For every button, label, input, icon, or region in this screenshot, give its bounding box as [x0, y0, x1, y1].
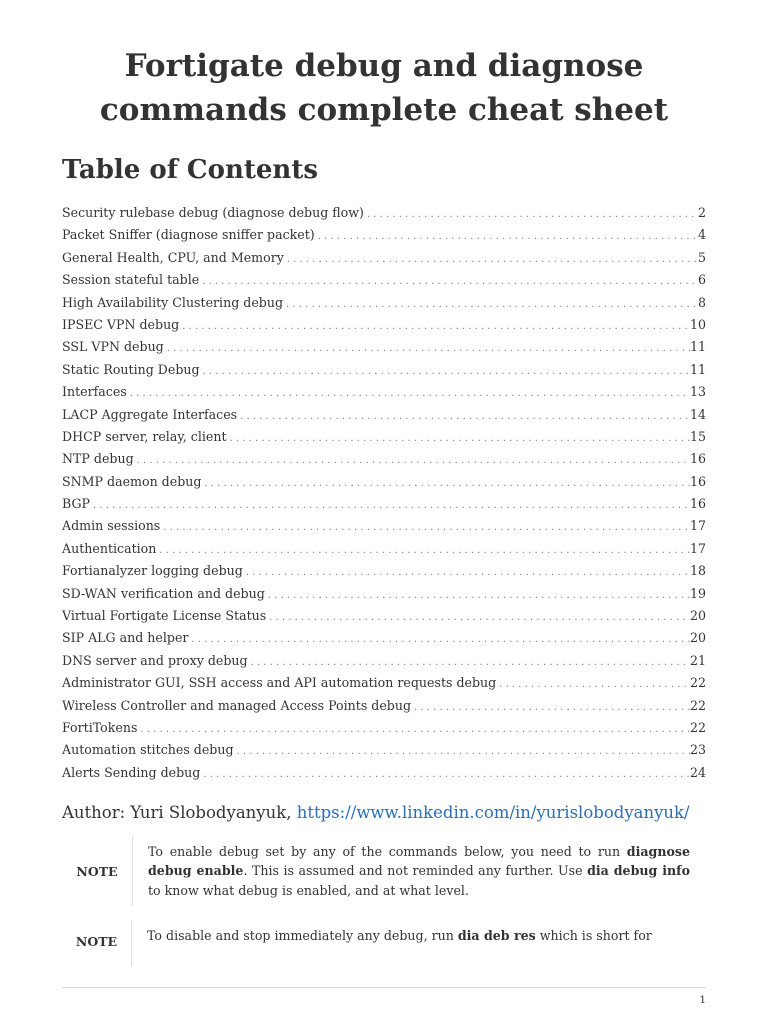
- toc-entry[interactable]: [62, 336, 706, 358]
- toc-leader-dots: [227, 428, 690, 448]
- toc-entry-page: 19: [689, 585, 706, 601]
- note-label: NOTE: [62, 920, 132, 966]
- toc-leader-dots: [283, 294, 698, 314]
- toc-leader-dots: [156, 540, 690, 560]
- note-text: [133, 836, 706, 906]
- toc-entry-page: 22: [689, 719, 706, 735]
- toc-leader-dots: [200, 764, 690, 784]
- toc-entry[interactable]: [62, 471, 706, 493]
- toc-entry-label: SNMP daemon debug: [62, 473, 202, 489]
- toc-entry-page: 11: [689, 339, 706, 355]
- toc-entry-page: 10: [689, 316, 706, 332]
- toc-leader-dots: [266, 607, 690, 627]
- toc-entry-label: FortiTokens: [62, 719, 138, 735]
- document-page: [62, 0, 706, 1024]
- toc-entry-page: 4: [697, 227, 706, 243]
- toc-entry-label: IPSEC VPN debug: [62, 316, 180, 332]
- toc-entry-page: 16: [689, 496, 706, 512]
- toc-entry-label: Administrator GUI, SSH access and API automation requests debug: [62, 675, 497, 691]
- toc-entry-page: 17: [689, 540, 706, 556]
- document-title-line-1: Fortigate debug and diagnose: [124, 48, 644, 84]
- toc-entry[interactable]: [62, 493, 706, 515]
- toc-entry[interactable]: [62, 292, 706, 314]
- note-label: NOTE: [62, 836, 133, 906]
- toc-entry-page: 6: [697, 272, 706, 288]
- author-prefix: Author: Yuri Slobodyanyuk,: [62, 803, 297, 822]
- author-linkedin-link[interactable]: https://www.linkedin.com/in/yurislobodyanyuk/: [296, 803, 690, 822]
- note-text-part: which is short for: [535, 928, 652, 943]
- toc-entry-label: SIP ALG and helper: [62, 630, 189, 646]
- toc-entry-page: 16: [689, 473, 706, 489]
- toc-entry-page: 20: [689, 608, 706, 624]
- toc-leader-dots: [315, 226, 698, 246]
- document-title: [62, 44, 706, 132]
- toc-entry-page: 22: [689, 675, 706, 691]
- document-title-line-2: commands complete cheat sheet: [99, 92, 669, 128]
- toc-leader-dots: [127, 383, 690, 403]
- toc-entry[interactable]: [62, 224, 706, 246]
- note-text-part: To disable and stop immediately any debug, run: [147, 928, 458, 943]
- toc-entry-page: 20: [689, 630, 706, 646]
- toc-entry[interactable]: [62, 650, 706, 672]
- toc-leader-dots: [237, 406, 690, 426]
- note-text-part: . This is assumed and not reminded any further. Use: [243, 863, 588, 879]
- toc-entry-label: DNS server and proxy debug: [62, 652, 248, 668]
- toc-entry-page: 17: [689, 518, 706, 534]
- toc-leader-dots: [284, 249, 698, 269]
- toc-entry-label: Interfaces: [62, 384, 127, 400]
- table-of-contents: [62, 202, 706, 784]
- toc-leader-dots: [188, 629, 690, 649]
- toc-entry[interactable]: [62, 672, 706, 694]
- toc-entry-label: SSL VPN debug: [62, 339, 164, 355]
- toc-entry-page: 13: [689, 384, 706, 400]
- toc-entry-label: DHCP server, relay, client: [62, 428, 227, 444]
- note-box: [62, 836, 706, 906]
- toc-entry-page: 23: [689, 742, 706, 758]
- toc-entry-label: Virtual Fortigate License Status: [62, 608, 267, 624]
- toc-leader-dots: [137, 719, 690, 739]
- toc-entry[interactable]: [62, 627, 706, 649]
- toc-leader-dots: [496, 674, 690, 694]
- toc-leader-dots: [364, 204, 698, 224]
- toc-entry-page: 21: [689, 652, 706, 668]
- toc-entry-label: Alerts Sending debug: [62, 764, 201, 780]
- note-box: [62, 920, 706, 966]
- toc-entry-label: LACP Aggregate Interfaces: [62, 406, 238, 422]
- toc-entry[interactable]: [62, 269, 706, 291]
- toc-entry[interactable]: [62, 359, 706, 381]
- note-command: dia debug info: [587, 863, 691, 879]
- toc-leader-dots: [411, 697, 690, 717]
- toc-heading: Table of Contents: [62, 155, 318, 185]
- toc-entry-label: NTP debug: [62, 451, 134, 467]
- toc-entry-page: 14: [689, 406, 706, 422]
- toc-entry-page: 8: [697, 294, 706, 310]
- toc-entry-label: BGP: [62, 496, 91, 512]
- author-line: [62, 800, 690, 826]
- toc-entry[interactable]: [62, 560, 706, 582]
- toc-leader-dots: [248, 652, 690, 672]
- toc-entry-label: SD-WAN verification and debug: [62, 585, 265, 601]
- toc-entry[interactable]: [62, 247, 706, 269]
- toc-entry[interactable]: [62, 605, 706, 627]
- toc-entry-page: 16: [689, 451, 706, 467]
- toc-entry-label: Automation stitches debug: [62, 742, 234, 758]
- toc-entry-label: General Health, CPU, and Memory: [62, 249, 284, 265]
- toc-leader-dots: [134, 450, 690, 470]
- toc-entry[interactable]: [62, 538, 706, 560]
- toc-entry-label: Fortianalyzer logging debug: [62, 563, 243, 579]
- toc-entry[interactable]: [62, 717, 706, 739]
- toc-entry-page: 2: [697, 205, 706, 220]
- note-command: dia deb res: [457, 928, 536, 943]
- toc-leader-dots: [179, 316, 690, 336]
- toc-entry[interactable]: [62, 515, 706, 537]
- note-text-part: To enable debug set by any of the commands below, you need to run: [148, 844, 627, 859]
- toc-entry-label: Security rulebase debug (diagnose debug flow): [62, 205, 364, 220]
- toc-entry-label: Wireless Controller and managed Access Points debug: [62, 697, 412, 713]
- toc-entry[interactable]: [62, 448, 706, 470]
- toc-entry-page: 18: [689, 563, 706, 579]
- toc-leader-dots: [234, 741, 690, 761]
- toc-leader-dots: [160, 517, 690, 537]
- toc-entry[interactable]: [62, 314, 706, 336]
- footer-divider: [62, 987, 706, 988]
- toc-entry[interactable]: [62, 739, 706, 761]
- toc-leader-dots: [201, 473, 690, 493]
- toc-entry[interactable]: [62, 583, 706, 605]
- toc-entry[interactable]: [62, 404, 706, 426]
- toc-entry[interactable]: [62, 695, 706, 717]
- toc-entry-label: Admin sessions: [62, 518, 161, 534]
- note-text-part: to know what debug is enabled, and at what level.: [148, 882, 469, 898]
- note-command: diagnose debug enable: [148, 844, 690, 879]
- toc-leader-dots: [90, 495, 690, 515]
- toc-entry-label: Authentication: [62, 540, 157, 556]
- toc-leader-dots: [200, 361, 690, 381]
- toc-entry-label: Packet Sniffer (diagnose sniffer packet): [62, 227, 315, 243]
- note-text: [132, 920, 706, 966]
- toc-leader-dots: [199, 271, 698, 291]
- toc-entry[interactable]: [62, 762, 706, 784]
- toc-entry[interactable]: [62, 202, 706, 224]
- toc-entry-page: 5: [697, 249, 706, 265]
- toc-entry-label: High Availability Clustering debug: [62, 294, 284, 310]
- toc-leader-dots: [265, 585, 690, 605]
- toc-leader-dots: [164, 338, 690, 358]
- toc-entry[interactable]: [62, 381, 706, 403]
- toc-entry-label: Static Routing Debug: [62, 361, 200, 377]
- page-number: 1: [699, 994, 706, 1006]
- toc-entry-page: 22: [689, 697, 706, 713]
- toc-entry[interactable]: [62, 426, 706, 448]
- toc-entry-page: 24: [689, 764, 706, 780]
- toc-leader-dots: [243, 562, 690, 582]
- toc-entry-label: Session stateful table: [62, 272, 200, 288]
- toc-entry-page: 15: [689, 428, 706, 444]
- toc-entry-page: 11: [689, 361, 706, 377]
